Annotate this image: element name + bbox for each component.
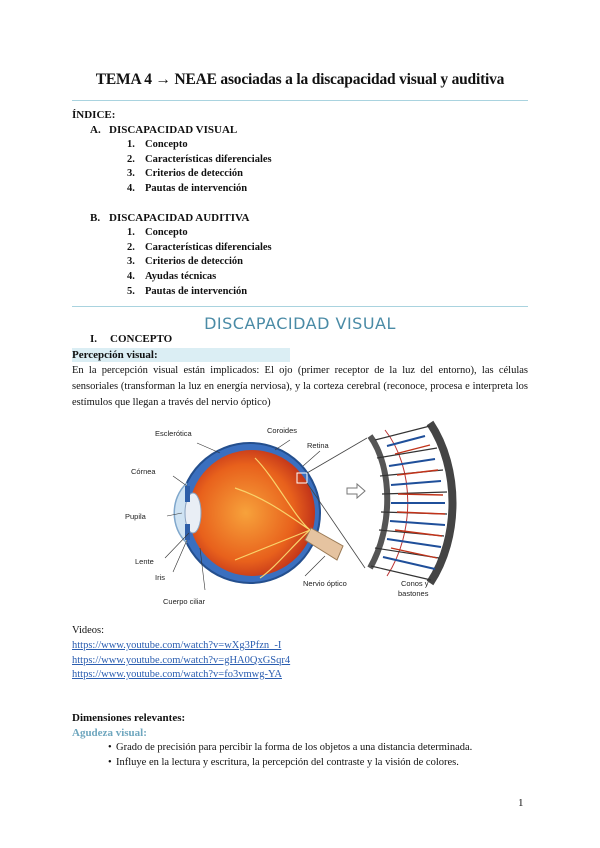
document-title: TEMA 4 → NEAE asociadas a la discapacidad visual y auditiva [95,71,505,88]
index-item [127,183,247,194]
bullet-text: Grado de precisión para percibir la forma de los objetos a una distancia determinada. [116,742,473,753]
index-item-text: Características diferenciales [145,242,272,253]
cones-rods-detail [370,423,453,583]
percepcion-heading: Percepción visual: [72,349,158,361]
index-item [127,271,216,282]
section-heading: DISCAPACIDAD VISUAL [204,314,396,333]
index-item-number: 4. [127,271,135,282]
label-conos: Conos y [401,579,429,588]
index-item-text: Características diferenciales [145,154,272,165]
index-item [127,154,272,165]
index-item [127,227,188,238]
subsection-heading [90,333,172,345]
subsection-number: I. [90,333,98,345]
page-number: 1 [518,797,524,809]
index-section-letter: A. [90,124,101,136]
index-item [127,256,243,267]
agudeza-heading: Agudeza visual: [72,727,147,739]
subsection-title: CONCEPTO [110,333,173,345]
label-pupila: Pupila [125,512,146,521]
label-cornea: Córnea [131,467,156,476]
index-section-title: DISCAPACIDAD VISUAL [109,124,238,136]
index-item-text: Criterios de detección [145,256,243,267]
bullet-icon: • [108,757,112,768]
index-item-text: Concepto [145,227,188,238]
label-iris: Iris [155,573,165,582]
video-link[interactable]: https://www.youtube.com/watch?v=wXg3Pfzn_-I [72,640,282,651]
index-item [127,242,272,253]
video-link[interactable]: https://www.youtube.com/watch?v=gHA0QxGSqr4 [72,655,291,666]
label-lente: Lente [135,557,154,566]
index-item-number: 2. [127,242,135,253]
videos-label: Videos: [72,625,105,636]
video-link[interactable]: https://www.youtube.com/watch?v=fo3vmwg-YA [72,669,282,680]
arrow-icon [347,484,365,498]
eye-anatomy-figure [125,418,475,608]
label-esclerotica: Esclerótica [155,429,192,438]
index-item-number: 1. [127,139,135,150]
index-item-number: 3. [127,168,135,179]
bullet-item [108,742,472,753]
label-cuerpo-ciliar: Cuerpo ciliar [163,597,206,606]
index-section-title: DISCAPACIDAD AUDITIVA [109,212,250,224]
optic-nerve [305,528,343,560]
bullet-text: Influye en la lectura y escritura, la percepción del contraste y la visión de colores. [116,757,459,768]
index-item-text: Pautas de intervención [145,183,248,194]
label-coroides: Coroides [267,426,298,435]
label-retina: Retina [307,441,329,450]
dimensiones-heading: Dimensiones relevantes: [72,712,186,724]
iris-shape [185,486,190,502]
index-item-text: Concepto [145,139,188,150]
index-item-text: Pautas de intervención [145,286,248,297]
index-item-number: 5. [127,286,135,297]
index-divider [72,306,528,307]
title-divider [72,100,528,101]
label-bastones: bastones [398,589,429,598]
index-item-number: 4. [127,183,135,194]
label-nervio-optico: Nervio óptico [303,579,347,588]
index-section-letter: B. [90,212,101,224]
index-item-number: 3. [127,256,135,267]
index-item-number: 2. [127,154,135,165]
percepcion-paragraph: En la percepción visual están implicados: El ojo (primer receptor de la luz del entorno), las células sensoriales (transforman la luz en energía nerviosa), y la corteza cerebral (reconoce, procesa e interpreta los estímulos que llegan a través del nervio óptico) [72,365,528,408]
index-label: ÍNDICE: [72,109,116,121]
index-item-text: Ayudas técnicas [145,271,217,282]
index-item-text: Criterios de detección [145,168,243,179]
bullet-item [108,757,459,768]
index-section-b [90,212,249,224]
index-item [127,286,247,297]
index-section-a [90,124,237,136]
index-item-number: 1. [127,227,135,238]
index-item [127,168,243,179]
bullet-icon: • [108,742,112,753]
index-item [127,139,188,150]
